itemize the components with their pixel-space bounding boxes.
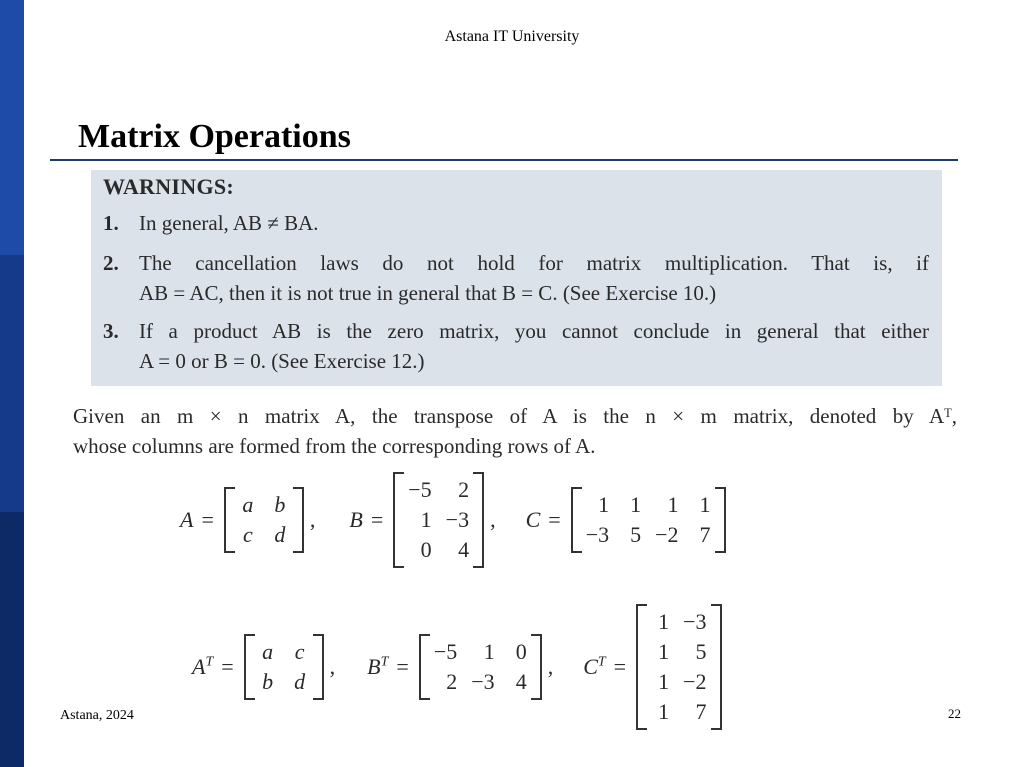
equals-sign: = [221, 654, 234, 679]
matrix-bracket-right [531, 634, 542, 700]
matrix-bracket-left [636, 604, 647, 730]
warning-item-3 [103, 316, 929, 376]
matrix-cell: 1 [420, 507, 432, 532]
equals-sign: = [396, 654, 409, 679]
definition-line-2: whose columns are formed from the corresponding rows of A. [73, 434, 596, 458]
matrix-cell: 1 [658, 699, 670, 724]
matrix-entries [404, 472, 473, 568]
comma: , [309, 507, 316, 532]
matrix-cell: b [262, 669, 274, 694]
matrix-cell: 0 [420, 537, 432, 562]
matrix-cell: 1 [658, 609, 670, 634]
page-number: 22 [948, 706, 961, 721]
sidebar-segment-mid [0, 255, 24, 512]
warning-number: 3. [103, 319, 119, 343]
warnings-box [91, 170, 942, 386]
matrix-a [224, 487, 304, 553]
matrix-cell: 0 [515, 639, 527, 664]
matrix-bracket-left [393, 472, 404, 568]
matrix-cell: −5 [433, 639, 458, 664]
matrix-cell: 1 [699, 492, 711, 517]
matrix-entries [647, 604, 710, 730]
warning-number: 2. [103, 251, 119, 275]
matrix-b-label: B [349, 507, 363, 532]
matrix-cell: d [294, 669, 306, 694]
warning-text-line-2: A = 0 or B = 0. (See Exercise 12.) [139, 349, 425, 373]
matrix-cell: 5 [695, 639, 707, 664]
footer-location-year: Astana, 2024 [60, 708, 134, 723]
matrix-bracket-left [224, 487, 235, 553]
warning-item-1 [103, 208, 929, 238]
matrix-cell: −3 [585, 522, 610, 547]
warning-text-line-1: If a product AB is the zero matrix, you cannot conclude in general that either [139, 319, 929, 343]
equals-sign: = [613, 654, 627, 679]
matrix-cell: −3 [471, 669, 495, 694]
matrix-entries [235, 487, 293, 553]
comma: , [490, 507, 496, 532]
matrix-cell: 2 [458, 477, 470, 502]
matrix-cell: −3 [683, 609, 707, 634]
comma: , [547, 654, 554, 679]
matrix-bt-label: $B^T$ [367, 654, 389, 679]
warnings-title: WARNINGS: [103, 174, 235, 199]
matrix-cell: 7 [699, 522, 711, 547]
matrix-row-original [180, 470, 726, 570]
slide-title: Matrix Operations [78, 118, 351, 155]
matrix-entries [430, 634, 531, 700]
matrix-a-label: A [180, 507, 194, 532]
matrix-cell: b [274, 492, 286, 517]
matrix-cell: a [262, 639, 274, 664]
matrix-cell: −2 [683, 669, 707, 694]
warning-text: In general, AB ≠ BA. [139, 211, 319, 235]
warning-text-line-1: The cancellation laws do not hold for matrix multiplication. That is, if [139, 251, 929, 275]
matrix-bracket-right [293, 487, 304, 553]
matrix-bracket-right [715, 487, 726, 553]
equals-sign: = [370, 507, 384, 532]
matrix-bracket-right [313, 634, 324, 700]
matrix-at [244, 634, 324, 700]
matrix-bracket-left [419, 634, 430, 700]
equals-sign: = [201, 507, 214, 532]
matrix-cell: −2 [655, 522, 679, 547]
matrix-cell: 1 [658, 639, 670, 664]
matrix-ct-label: $C^T$ [583, 654, 606, 679]
matrix-cell: c [242, 522, 253, 547]
matrix-cell: 5 [630, 522, 642, 547]
matrix-b [393, 472, 484, 568]
matrix-cell: 1 [630, 492, 642, 517]
matrix-cell: −3 [445, 507, 470, 532]
matrix-bracket-left [244, 634, 255, 700]
matrix-entries [582, 487, 715, 553]
matrix-cell: d [274, 522, 286, 547]
comma: , [329, 654, 336, 679]
slide-header: Astana IT University [444, 28, 580, 45]
matrix-cell: 1 [483, 639, 495, 664]
matrix-cell: 2 [446, 669, 458, 694]
transpose-definition [73, 401, 957, 461]
matrix-bt [419, 634, 542, 700]
matrix-cell: c [294, 639, 305, 664]
matrix-bracket-right [473, 472, 484, 568]
warning-item-2 [103, 248, 929, 308]
matrix-entries [255, 634, 313, 700]
matrix-at-label: $A^T$ [192, 654, 214, 679]
matrix-c [571, 487, 726, 553]
matrix-cell: 1 [598, 492, 610, 517]
matrix-cell: a [242, 492, 254, 517]
warning-number: 1. [103, 211, 119, 235]
matrix-cell: 1 [658, 669, 670, 694]
equals-sign: = [548, 507, 561, 532]
matrix-row-transposes [192, 602, 722, 732]
title-underline [50, 159, 958, 161]
matrix-cell: 4 [515, 669, 527, 694]
matrix-cell: 7 [695, 699, 707, 724]
warning-text-line-2: AB = AC, then it is not true in general that B = C. (See Exercise 10.) [139, 281, 717, 305]
matrix-c-label: C [525, 507, 541, 532]
matrix-cell: 1 [667, 492, 679, 517]
sidebar-segment-bottom [0, 512, 24, 767]
definition-line-1: Given an m × n matrix A, the transpose of A is the n × m matrix, denoted by Aᵀ, [73, 404, 957, 428]
matrix-cell: 4 [458, 537, 470, 562]
sidebar-decoration [0, 0, 24, 767]
matrix-cell: −5 [408, 477, 432, 502]
matrix-bracket-left [571, 487, 582, 553]
matrix-ct [636, 604, 721, 730]
matrix-bracket-right [711, 604, 722, 730]
